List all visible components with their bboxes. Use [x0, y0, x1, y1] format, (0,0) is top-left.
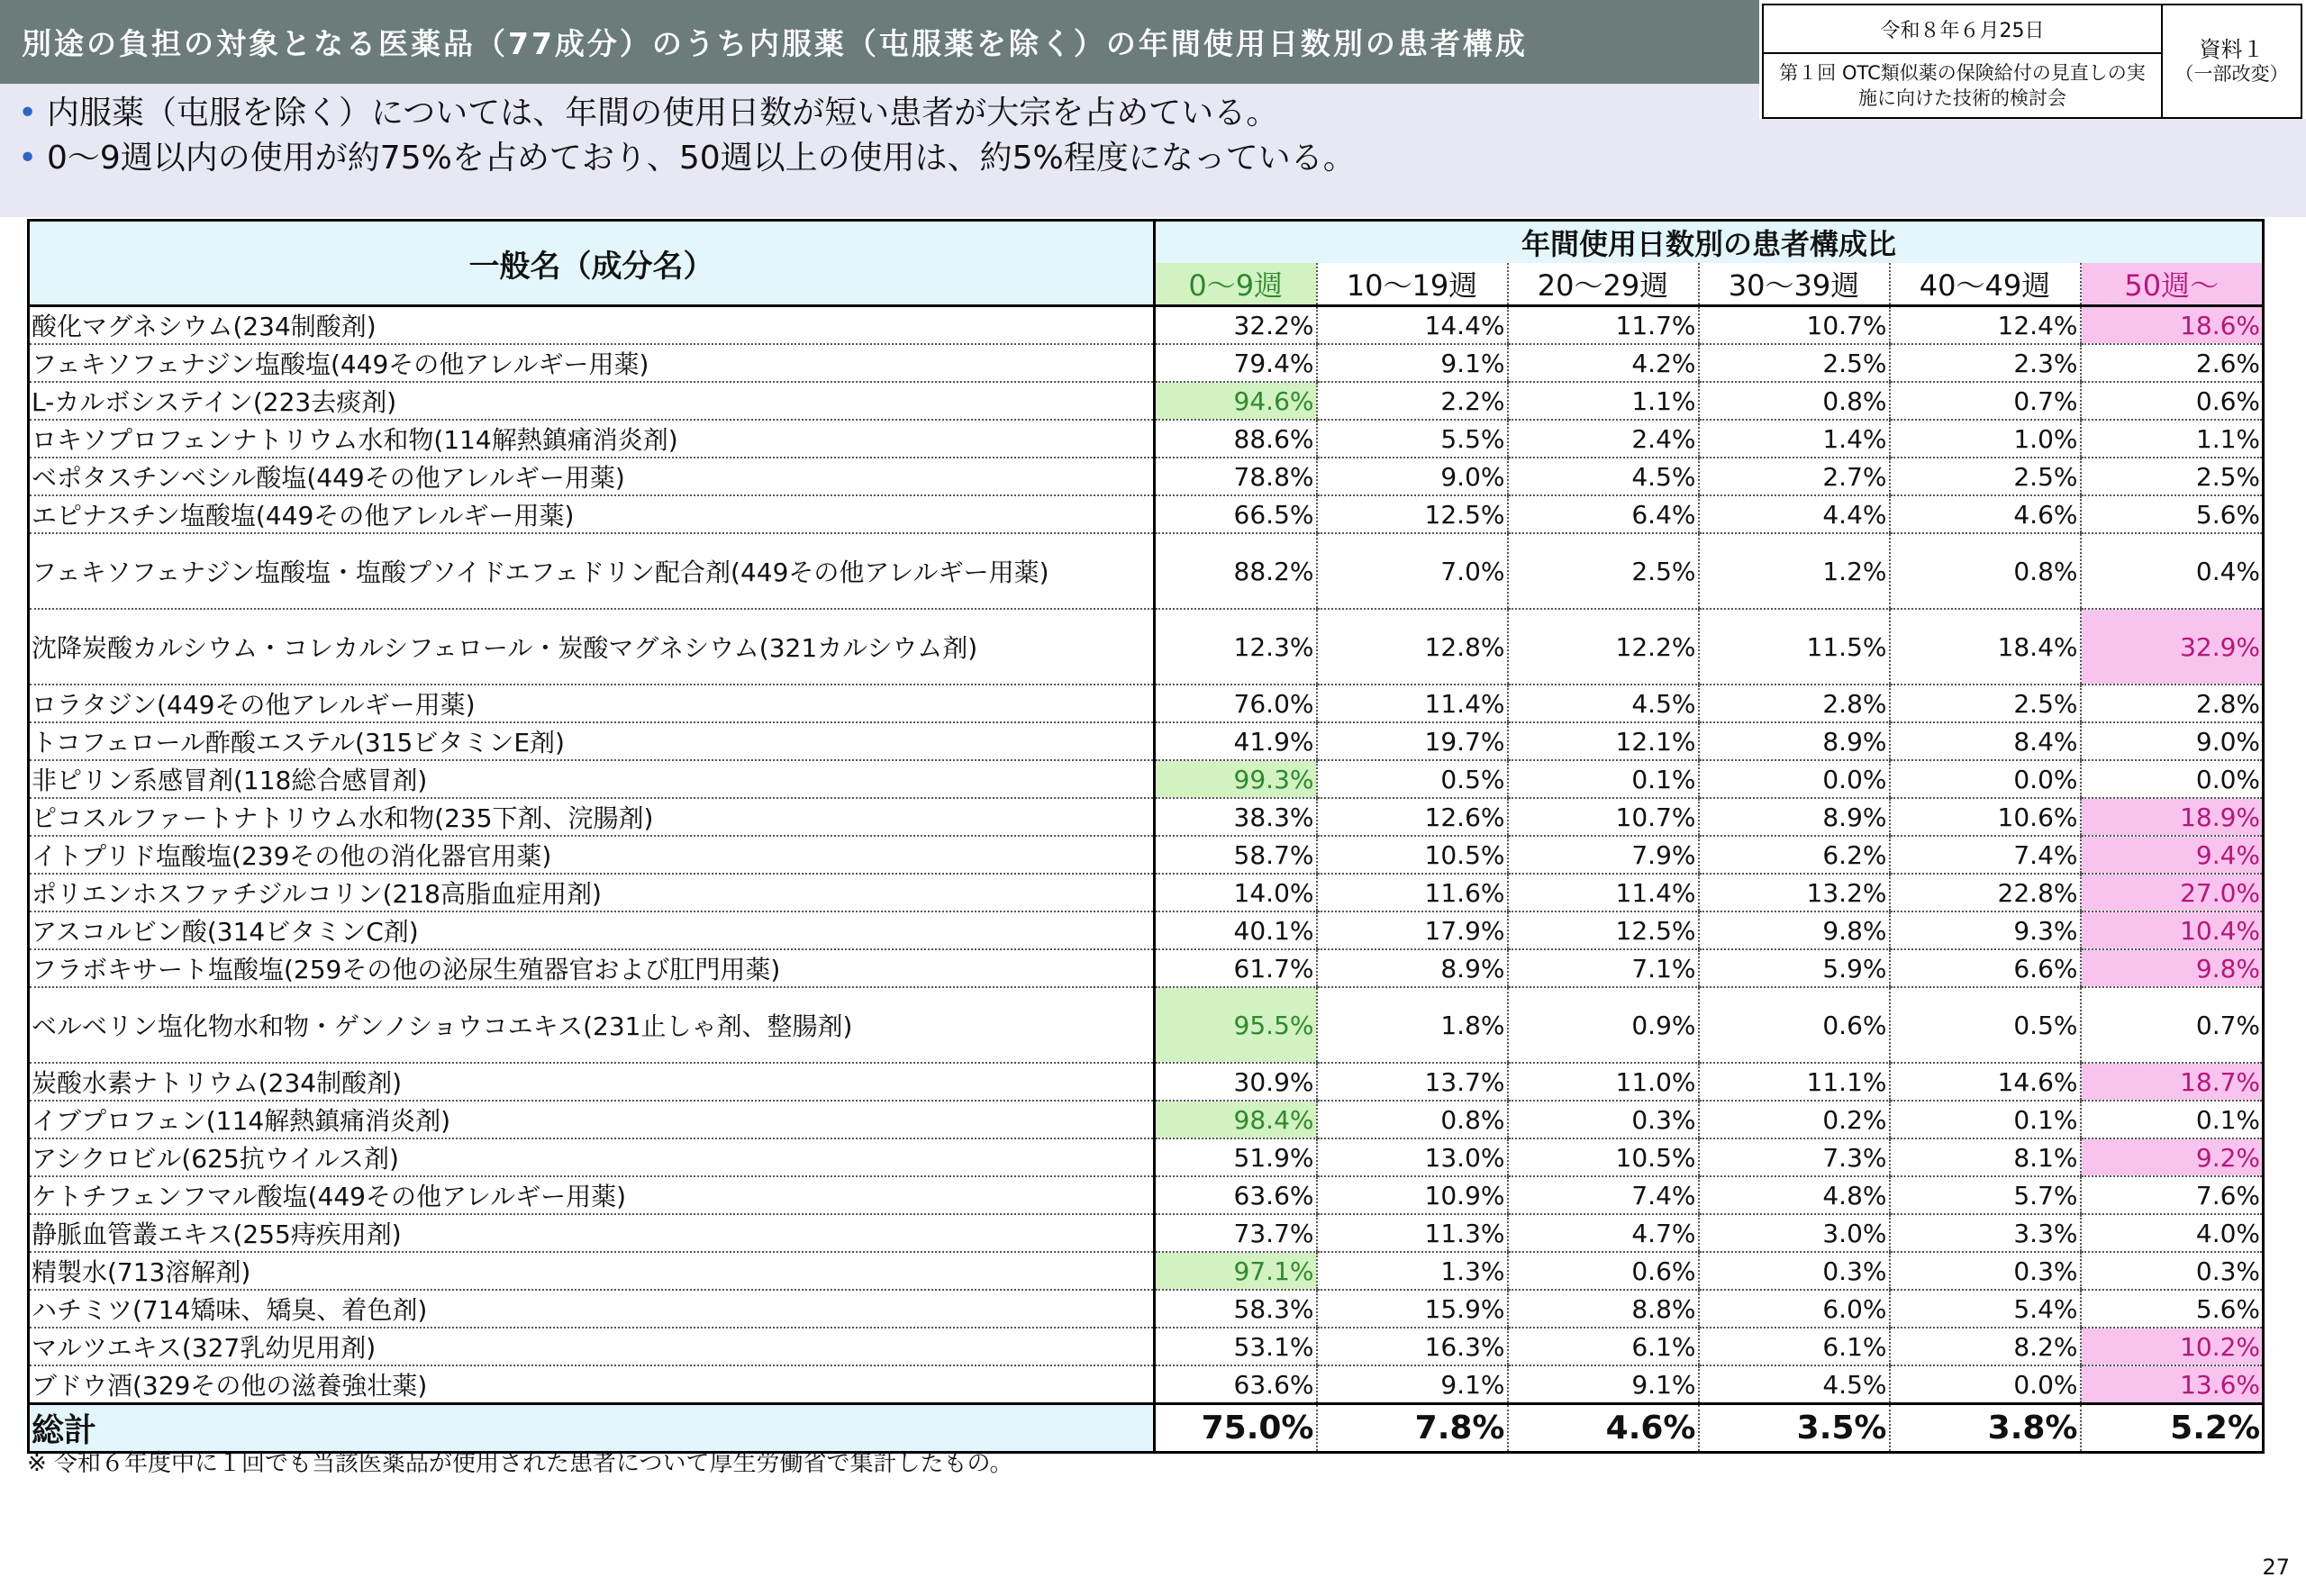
- value-cell: 1.2%: [1699, 533, 1890, 609]
- value-cell: 0.2%: [1699, 1101, 1890, 1138]
- value-cell: 0.8%: [1890, 533, 2081, 609]
- drug-name-cell: フラボキサート塩酸塩(259その他の泌尿生殖器官および肛門用薬): [29, 949, 1155, 987]
- total-value-cell: 7.8%: [1317, 1404, 1508, 1453]
- table-row: [29, 1176, 2264, 1214]
- value-cell: 2.5%: [1699, 344, 1890, 382]
- value-cell: 0.3%: [1699, 1252, 1890, 1290]
- value-cell: 5.7%: [1890, 1176, 2081, 1214]
- value-cell: 12.1%: [1508, 722, 1699, 760]
- value-cell: 11.4%: [1508, 874, 1699, 911]
- value-cell: 9.8%: [2081, 949, 2264, 987]
- value-cell: 0.3%: [1890, 1252, 2081, 1290]
- drug-name-cell: イブプロフェン(114解熱鎮痛消炎剤): [29, 1101, 1155, 1138]
- value-cell: 6.0%: [1699, 1290, 1890, 1328]
- value-cell: 53.1%: [1155, 1328, 1317, 1365]
- value-cell: 6.1%: [1508, 1328, 1699, 1365]
- value-cell: 7.1%: [1508, 949, 1699, 987]
- value-cell: 2.6%: [2081, 344, 2264, 382]
- doc-label-box: [2163, 5, 2301, 117]
- value-cell: 51.9%: [1155, 1138, 1317, 1176]
- value-cell: 10.9%: [1317, 1176, 1508, 1214]
- value-cell: 1.1%: [2081, 420, 2264, 458]
- value-cell: 0.4%: [2081, 533, 2264, 609]
- value-cell: 10.2%: [2081, 1328, 2264, 1365]
- value-cell: 4.5%: [1508, 458, 1699, 495]
- value-cell: 7.6%: [2081, 1176, 2264, 1214]
- table-row: [29, 495, 2264, 533]
- value-cell: 0.3%: [2081, 1252, 2264, 1290]
- value-cell: 1.0%: [1890, 420, 2081, 458]
- value-cell: 14.6%: [1890, 1063, 2081, 1101]
- value-cell: 17.9%: [1317, 911, 1508, 949]
- value-cell: 97.1%: [1155, 1252, 1317, 1290]
- value-cell: 12.5%: [1317, 495, 1508, 533]
- value-cell: 63.6%: [1155, 1365, 1317, 1404]
- page-number: 27: [2262, 1555, 2290, 1580]
- value-cell: 15.9%: [1317, 1290, 1508, 1328]
- drug-name-cell: ロラタジン(449その他アレルギー用薬): [29, 685, 1155, 722]
- table-body: [29, 306, 2264, 1453]
- value-cell: 10.7%: [1508, 798, 1699, 836]
- value-cell: 0.8%: [1317, 1101, 1508, 1138]
- value-cell: 4.5%: [1508, 685, 1699, 722]
- total-label: 総計: [29, 1404, 1155, 1453]
- table-row: [29, 798, 2264, 836]
- table-row: [29, 911, 2264, 949]
- value-cell: 6.6%: [1890, 949, 2081, 987]
- value-cell: 0.6%: [1508, 1252, 1699, 1290]
- drug-name-cell: L-カルボシステイン(223去痰剤): [29, 382, 1155, 420]
- value-cell: 2.5%: [2081, 458, 2264, 495]
- value-cell: 73.7%: [1155, 1214, 1317, 1252]
- bullet-icon: •: [18, 140, 38, 177]
- column-header: 30～39週: [1699, 263, 1890, 306]
- value-cell: 6.1%: [1699, 1328, 1890, 1365]
- value-cell: 7.4%: [1508, 1176, 1699, 1214]
- drug-name-cell: トコフェロール酢酸エステル(315ビタミンE剤): [29, 722, 1155, 760]
- total-value-cell: 3.5%: [1699, 1404, 1890, 1453]
- value-cell: 3.3%: [1890, 1214, 2081, 1252]
- drug-name-cell: ロキソプロフェンナトリウム水和物(114解熱鎮痛消炎剤): [29, 420, 1155, 458]
- value-cell: 10.4%: [2081, 911, 2264, 949]
- value-cell: 0.1%: [1508, 760, 1699, 798]
- value-cell: 10.5%: [1508, 1138, 1699, 1176]
- document-meta-box: [1762, 4, 2302, 119]
- drug-name-cell: フェキソフェナジン塩酸塩(449その他アレルギー用薬): [29, 344, 1155, 382]
- value-cell: 11.4%: [1317, 685, 1508, 722]
- table-row: [29, 1138, 2264, 1176]
- value-cell: 0.3%: [1508, 1101, 1699, 1138]
- table-row: [29, 609, 2264, 685]
- table-row: [29, 1365, 2264, 1404]
- value-cell: 13.0%: [1317, 1138, 1508, 1176]
- drug-name-cell: 静脈血管叢エキス(255痔疾用剤): [29, 1214, 1155, 1252]
- value-cell: 5.4%: [1890, 1290, 2081, 1328]
- page-title: 別途の負担の対象となる医薬品（77成分）のうち内服薬（屯服薬を除く）の年間使用日数別の患者構成: [0, 0, 1759, 84]
- value-cell: 0.9%: [1508, 987, 1699, 1063]
- value-cell: 8.9%: [1699, 722, 1890, 760]
- drug-name-cell: 炭酸水素ナトリウム(234制酸剤): [29, 1063, 1155, 1101]
- meeting-date: 令和８年６月25日: [1764, 5, 2161, 54]
- doc-note: （一部改変）: [2174, 63, 2289, 85]
- summary-box: [0, 84, 1759, 217]
- value-cell: 79.4%: [1155, 344, 1317, 382]
- value-cell: 8.4%: [1890, 722, 2081, 760]
- value-cell: 8.8%: [1508, 1290, 1699, 1328]
- value-cell: 2.8%: [1699, 685, 1890, 722]
- value-cell: 8.9%: [1317, 949, 1508, 987]
- value-cell: 2.8%: [2081, 685, 2264, 722]
- table-row: [29, 836, 2264, 874]
- value-cell: 40.1%: [1155, 911, 1317, 949]
- value-cell: 9.1%: [1317, 1365, 1508, 1404]
- value-cell: 11.6%: [1317, 874, 1508, 911]
- value-cell: 2.7%: [1699, 458, 1890, 495]
- summary-bullet: [18, 91, 1759, 136]
- value-cell: 2.2%: [1317, 382, 1508, 420]
- value-cell: 76.0%: [1155, 685, 1317, 722]
- value-cell: 88.6%: [1155, 420, 1317, 458]
- summary-text: 内服薬（屯服を除く）については、年間の使用日数が短い患者が大宗を占めている。: [47, 95, 1279, 131]
- value-cell: 0.7%: [1890, 382, 2081, 420]
- value-cell: 5.6%: [2081, 495, 2264, 533]
- value-cell: 2.5%: [1890, 458, 2081, 495]
- value-cell: 99.3%: [1155, 760, 1317, 798]
- table-row: [29, 1328, 2264, 1365]
- bullet-icon: •: [18, 95, 38, 131]
- value-cell: 0.0%: [1699, 760, 1890, 798]
- summary-background: [1759, 119, 2306, 217]
- value-cell: 6.4%: [1508, 495, 1699, 533]
- table-row: [29, 722, 2264, 760]
- value-cell: 16.3%: [1317, 1328, 1508, 1365]
- value-cell: 66.5%: [1155, 495, 1317, 533]
- value-cell: 12.8%: [1317, 609, 1508, 685]
- value-cell: 63.6%: [1155, 1176, 1317, 1214]
- drug-name-cell: イトプリド塩酸塩(239その他の消化器官用薬): [29, 836, 1155, 874]
- drug-name-cell: 非ピリン系感冒剤(118総合感冒剤): [29, 760, 1155, 798]
- value-cell: 0.1%: [1890, 1101, 2081, 1138]
- value-cell: 10.7%: [1699, 306, 1890, 345]
- table-row: [29, 987, 2264, 1063]
- drug-name-cell: エピナスチン塩酸塩(449その他アレルギー用薬): [29, 495, 1155, 533]
- value-cell: 11.0%: [1508, 1063, 1699, 1101]
- value-cell: 22.8%: [1890, 874, 2081, 911]
- total-value-cell: 5.2%: [2081, 1404, 2264, 1453]
- value-cell: 9.8%: [1699, 911, 1890, 949]
- value-cell: 10.6%: [1890, 798, 2081, 836]
- value-cell: 13.7%: [1317, 1063, 1508, 1101]
- table-row: [29, 949, 2264, 987]
- drug-name-cell: フェキソフェナジン塩酸塩・塩酸プソイドエフェドリン配合剤(449その他アレルギー用薬): [29, 533, 1155, 609]
- value-cell: 1.8%: [1317, 987, 1508, 1063]
- value-cell: 2.3%: [1890, 344, 2081, 382]
- footnote: ※ 令和６年度中に１回でも当該医薬品が使用された患者について厚生労働省で集計したもの。: [27, 1450, 1013, 1477]
- value-cell: 4.2%: [1508, 344, 1699, 382]
- drug-name-cell: ブドウ酒(329その他の滋養強壮薬): [29, 1365, 1155, 1404]
- value-cell: 8.9%: [1699, 798, 1890, 836]
- value-cell: 95.5%: [1155, 987, 1317, 1063]
- column-header: 0～9週: [1155, 263, 1317, 306]
- value-cell: 12.3%: [1155, 609, 1317, 685]
- value-cell: 58.3%: [1155, 1290, 1317, 1328]
- total-value-cell: 3.8%: [1890, 1404, 2081, 1453]
- table-row: [29, 306, 2264, 345]
- value-cell: 88.2%: [1155, 533, 1317, 609]
- value-cell: 12.4%: [1890, 306, 2081, 345]
- value-cell: 14.0%: [1155, 874, 1317, 911]
- value-cell: 0.0%: [1890, 1365, 2081, 1404]
- value-cell: 1.3%: [1317, 1252, 1508, 1290]
- value-cell: 11.3%: [1317, 1214, 1508, 1252]
- column-header: 20～29週: [1508, 263, 1699, 306]
- value-cell: 61.7%: [1155, 949, 1317, 987]
- value-cell: 32.2%: [1155, 306, 1317, 345]
- value-cell: 0.8%: [1699, 382, 1890, 420]
- value-cell: 14.4%: [1317, 306, 1508, 345]
- value-cell: 0.0%: [2081, 760, 2264, 798]
- value-cell: 38.3%: [1155, 798, 1317, 836]
- value-cell: 4.8%: [1699, 1176, 1890, 1214]
- table-row: [29, 458, 2264, 495]
- value-cell: 1.1%: [1508, 382, 1699, 420]
- column-header: 10～19週: [1317, 263, 1508, 306]
- table-row: [29, 344, 2264, 382]
- value-cell: 9.2%: [2081, 1138, 2264, 1176]
- value-cell: 9.0%: [2081, 722, 2264, 760]
- drug-name-cell: ピコスルファートナトリウム水和物(235下剤、浣腸剤): [29, 798, 1155, 836]
- value-cell: 18.6%: [2081, 306, 2264, 345]
- value-cell: 0.5%: [1890, 987, 2081, 1063]
- table-row: [29, 685, 2264, 722]
- total-value-cell: 75.0%: [1155, 1404, 1317, 1453]
- drug-name-cell: ベルベリン塩化物水和物・ゲンノショウコエキス(231止しゃ剤、整腸剤): [29, 987, 1155, 1063]
- value-cell: 11.1%: [1699, 1063, 1890, 1101]
- value-cell: 9.1%: [1508, 1365, 1699, 1404]
- value-cell: 4.6%: [1890, 495, 2081, 533]
- value-cell: 7.9%: [1508, 836, 1699, 874]
- drug-name-cell: マルツエキス(327乳幼児用剤): [29, 1328, 1155, 1365]
- value-cell: 10.5%: [1317, 836, 1508, 874]
- value-cell: 9.0%: [1317, 458, 1508, 495]
- value-cell: 98.4%: [1155, 1101, 1317, 1138]
- value-cell: 7.3%: [1699, 1138, 1890, 1176]
- value-cell: 0.0%: [1890, 760, 2081, 798]
- value-cell: 32.9%: [2081, 609, 2264, 685]
- value-cell: 2.5%: [1508, 533, 1699, 609]
- value-cell: 4.0%: [2081, 1214, 2264, 1252]
- table-row: [29, 760, 2264, 798]
- value-cell: 30.9%: [1155, 1063, 1317, 1101]
- value-cell: 11.7%: [1508, 306, 1699, 345]
- drug-name-cell: アシクロビル(625抗ウイルス剤): [29, 1138, 1155, 1176]
- table-row: [29, 1290, 2264, 1328]
- drug-name-cell: 精製水(713溶解剤): [29, 1252, 1155, 1290]
- value-cell: 0.6%: [2081, 382, 2264, 420]
- table-row: [29, 1214, 2264, 1252]
- value-cell: 6.2%: [1699, 836, 1890, 874]
- table-row: [29, 1101, 2264, 1138]
- value-cell: 9.3%: [1890, 911, 2081, 949]
- table-row: [29, 1252, 2264, 1290]
- value-cell: 0.1%: [2081, 1101, 2264, 1138]
- table-row: [29, 420, 2264, 458]
- value-cell: 9.4%: [2081, 836, 2264, 874]
- value-cell: 5.6%: [2081, 1290, 2264, 1328]
- value-cell: 5.5%: [1317, 420, 1508, 458]
- value-cell: 7.0%: [1317, 533, 1508, 609]
- drug-name-cell: ポリエンホスファチジルコリン(218高脂血症用剤): [29, 874, 1155, 911]
- value-cell: 2.5%: [1890, 685, 2081, 722]
- value-cell: 0.7%: [2081, 987, 2264, 1063]
- drug-name-cell: 酸化マグネシウム(234制酸剤): [29, 306, 1155, 345]
- value-cell: 4.7%: [1508, 1214, 1699, 1252]
- column-header: 50週～: [2081, 263, 2264, 306]
- value-cell: 27.0%: [2081, 874, 2264, 911]
- value-cell: 8.2%: [1890, 1328, 2081, 1365]
- drug-name-cell: ケトチフェンフマル酸塩(449その他アレルギー用薬): [29, 1176, 1155, 1214]
- value-cell: 5.9%: [1699, 949, 1890, 987]
- value-cell: 0.5%: [1317, 760, 1508, 798]
- value-cell: 13.2%: [1699, 874, 1890, 911]
- value-cell: 12.5%: [1508, 911, 1699, 949]
- table-row: [29, 874, 2264, 911]
- value-cell: 4.4%: [1699, 495, 1890, 533]
- value-cell: 19.7%: [1317, 722, 1508, 760]
- summary-bullet: [18, 136, 1759, 181]
- value-cell: 1.4%: [1699, 420, 1890, 458]
- value-cell: 11.5%: [1699, 609, 1890, 685]
- value-cell: 13.6%: [2081, 1365, 2264, 1404]
- value-cell: 8.1%: [1890, 1138, 2081, 1176]
- total-value-cell: 4.6%: [1508, 1404, 1699, 1453]
- usage-table: [27, 219, 2265, 1454]
- value-cell: 18.4%: [1890, 609, 2081, 685]
- value-cell: 78.8%: [1155, 458, 1317, 495]
- value-cell: 9.1%: [1317, 344, 1508, 382]
- value-cell: 12.2%: [1508, 609, 1699, 685]
- meeting-name: 第１回 OTC類似薬の保険給付の見直しの実施に向けた技術的検討会: [1779, 62, 2146, 109]
- table-row: [29, 1063, 2264, 1101]
- drug-name-cell: アスコルビン酸(314ビタミンC剤): [29, 911, 1155, 949]
- value-cell: 0.6%: [1699, 987, 1890, 1063]
- value-cell: 94.6%: [1155, 382, 1317, 420]
- value-cell: 41.9%: [1155, 722, 1317, 760]
- summary-text: 0～9週以内の使用が約75%を占めており、50週以上の使用は、約5%程度になっている。: [47, 140, 1356, 177]
- column-header: 40～49週: [1890, 263, 2081, 306]
- value-cell: 18.7%: [2081, 1063, 2264, 1101]
- drug-name-cell: ベポタスチンベシル酸塩(449その他アレルギー用薬): [29, 458, 1155, 495]
- doc-label: 資料１: [2199, 37, 2265, 62]
- value-cell: 4.5%: [1699, 1365, 1890, 1404]
- drug-name-cell: 沈降炭酸カルシウム・コレカルシフェロール・炭酸マグネシウム(321カルシウム剤): [29, 609, 1155, 685]
- value-cell: 58.7%: [1155, 836, 1317, 874]
- table-row: [29, 533, 2264, 609]
- drug-name-cell: ハチミツ(714矯味、矯臭、着色剤): [29, 1290, 1155, 1328]
- value-cell: 7.4%: [1890, 836, 2081, 874]
- name-column-header: 一般名（成分名）: [29, 221, 1155, 306]
- value-cell: 3.0%: [1699, 1214, 1890, 1252]
- meta-left: [1764, 5, 2163, 117]
- group-header: 年間使用日数別の患者構成比: [1155, 221, 2264, 264]
- value-cell: 18.9%: [2081, 798, 2264, 836]
- table-row: [29, 382, 2264, 420]
- value-cell: 12.6%: [1317, 798, 1508, 836]
- value-cell: 2.4%: [1508, 420, 1699, 458]
